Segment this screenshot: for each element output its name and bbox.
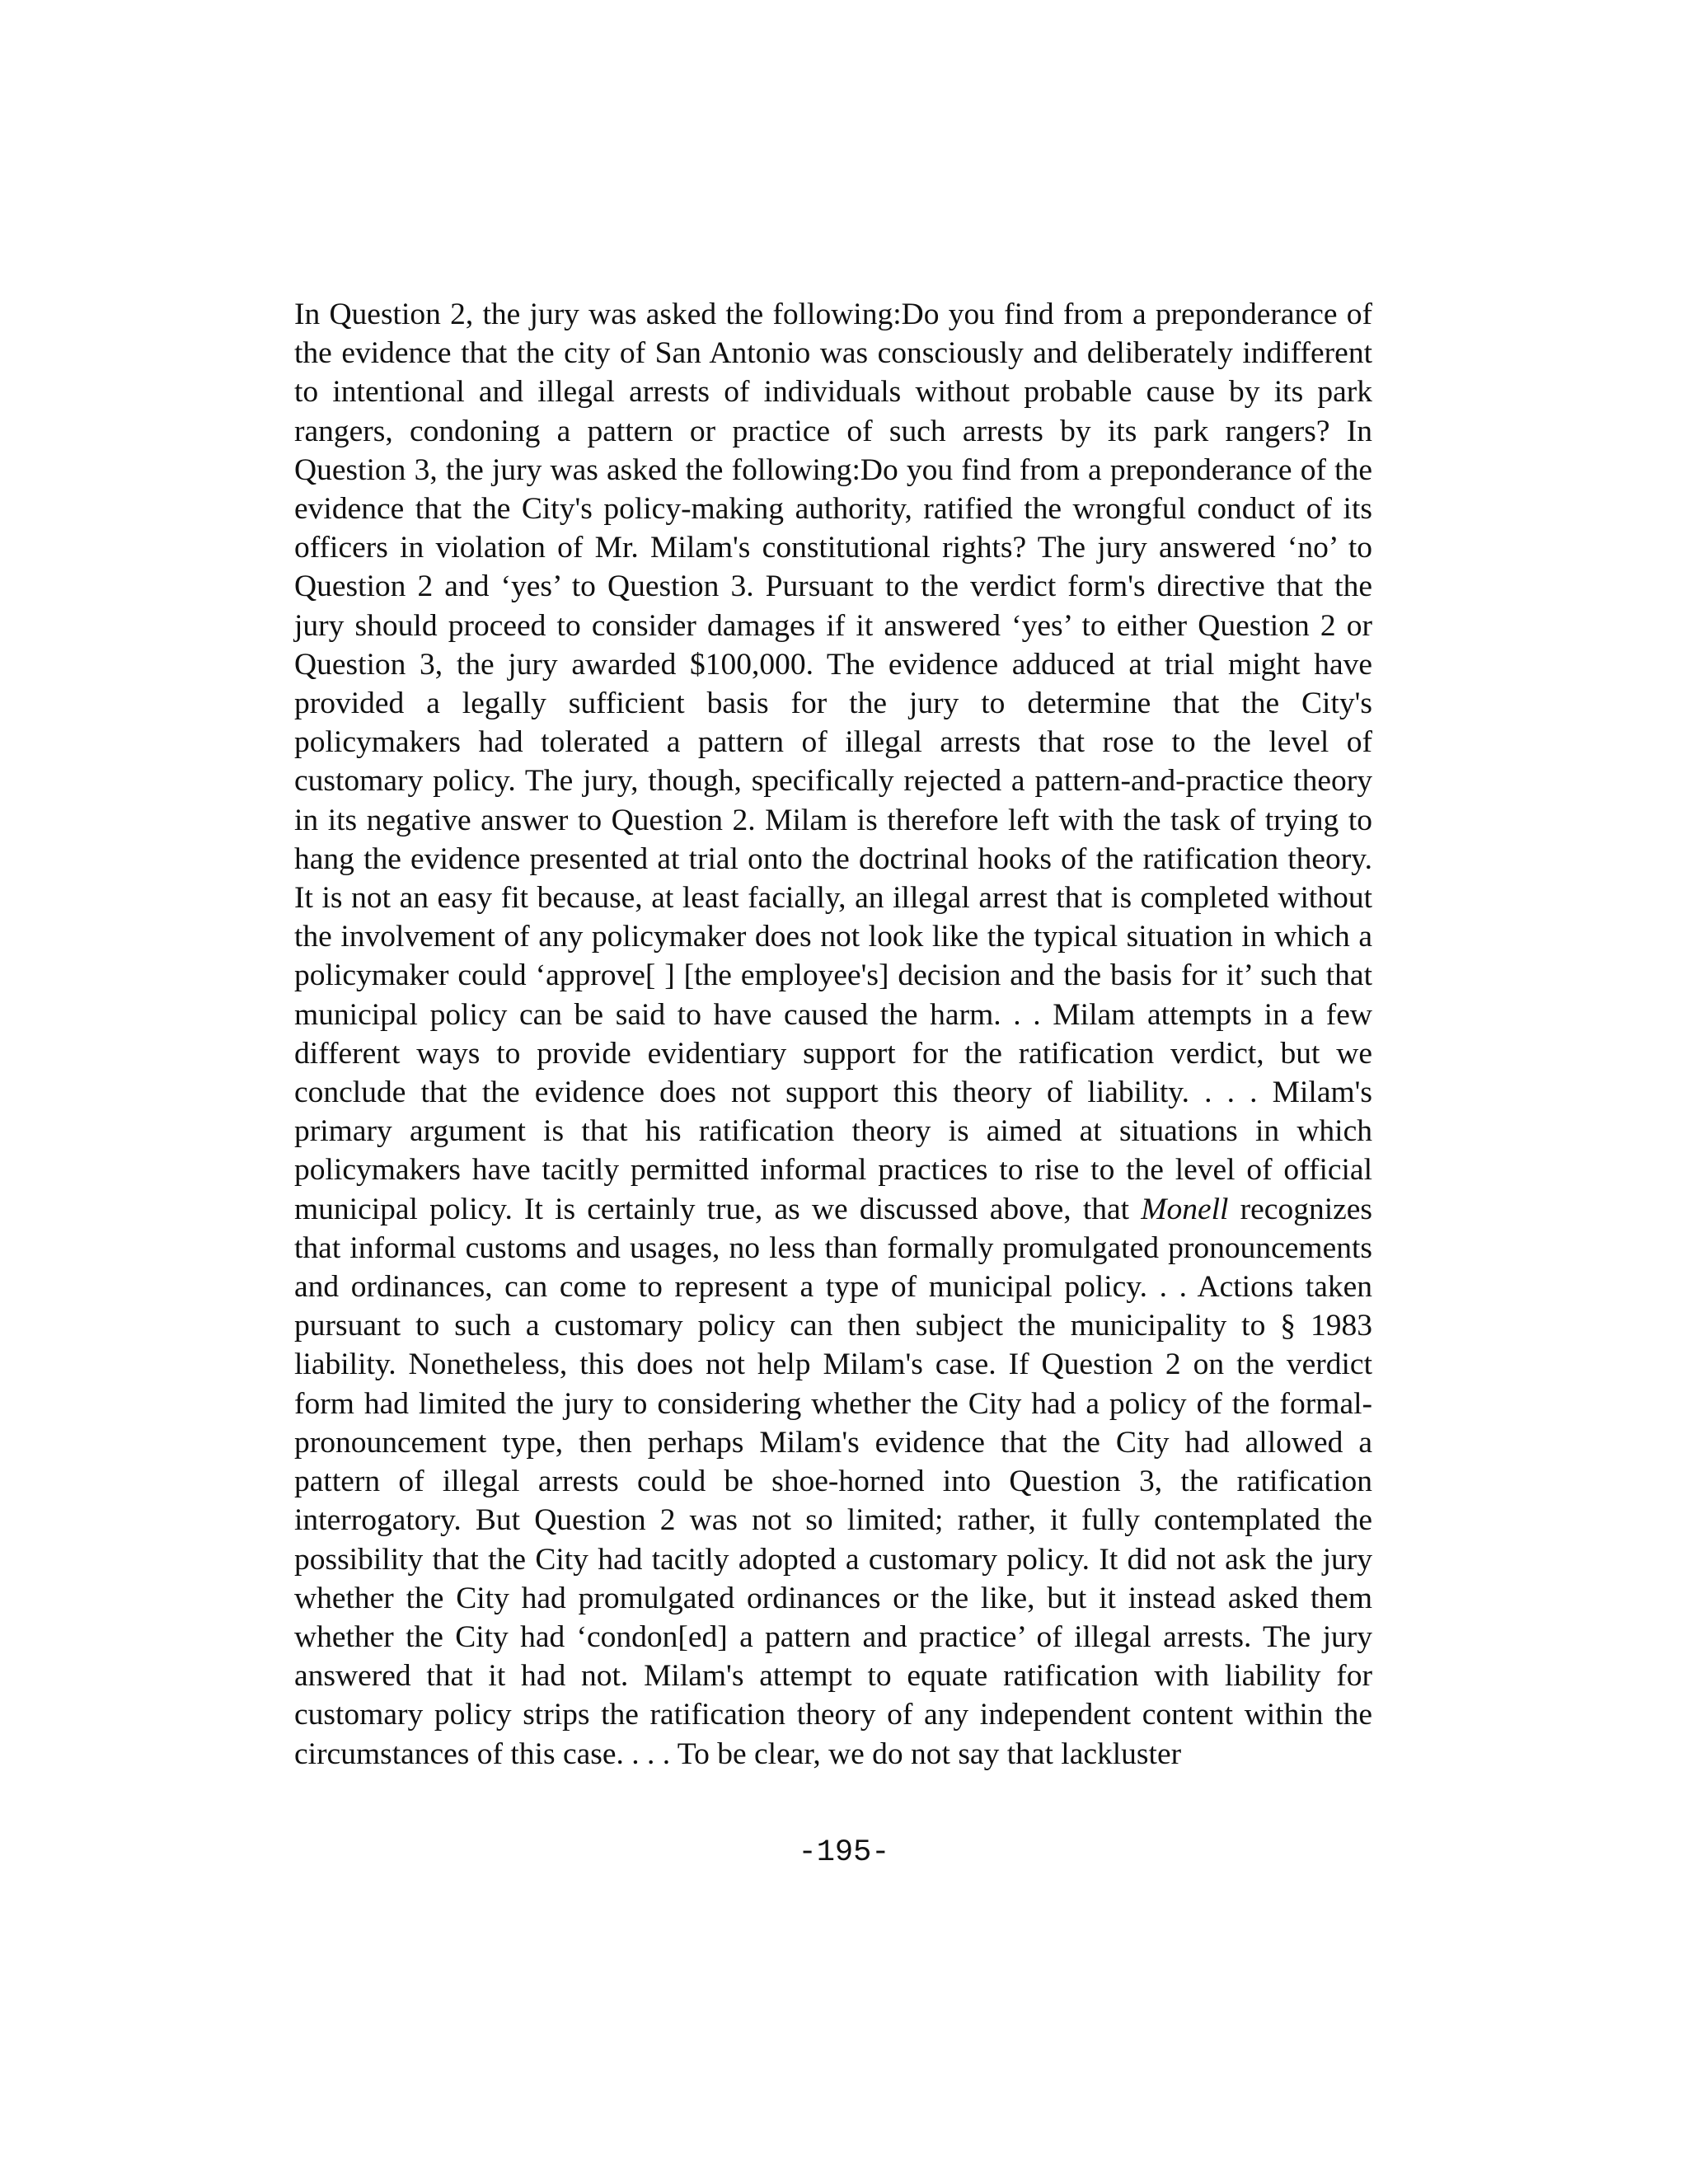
paragraph-text-part-2: recognizes that informal customs and usages, no less than formally promulgated pronouncements and ordinances, can come to represent a type of municipal policy. . . Actions taken pursuant to such a customary policy can then subject the municipality to § 1983 liability. Nonetheless, this does not help Milam's case. If Question 2 on the verdict form had limited the jury to considering whether the City had a policy of the formal-pronouncement type, then perhaps Milam's evidence that the City had allowed a pattern of illegal arrests could be shoe-horned into Question 3, the ratification interrogatory. But Question 2 was not so limited; rather, it fully contemplated the possibility that the City had tacitly adopted a customary policy. It did not ask the jury whether the City had promulgated ordinances or the like, but it instead asked them whether the City had ‘condon[ed] a pattern and practice’ of illegal arrests. The jury answered that it had not. Milam's attempt to equate ratification with liability for customary policy strips the ratification theory of any independent content within the circumstances of this case. . . . To be clear, we do not say that lackluster xyxy=(294,1192,1372,1771)
body-paragraph xyxy=(294,295,1372,1774)
page-number: -195- xyxy=(798,1835,890,1870)
case-name-italic: Monell xyxy=(1141,1192,1229,1226)
paragraph-text-part-1: In Question 2, the jury was asked the following:Do you find from a preponderance of the evidence that the city of San Antonio was consciously and deliberately indifferent to intentional and illegal arrests of individuals without probable cause by its park rangers, condoning a pattern or practice of such arrests by its park rangers? In Question 3, the jury was asked the following:Do you find from a preponderance of the evidence that the City's policy-making authority, ratified the wrongful conduct of its officers in violation of Mr. Milam's constitutional rights? The jury answered ‘no’ to Question 2 and ‘yes’ to Question 3. Pursuant to the verdict form's directive that the jury should proceed to consider damages if it answered ‘yes’ to either Question 2 or Question 3, the jury awarded $100,000. The evidence adduced at trial might have provided a legally sufficient basis for the jury to determine that the City's policymakers had tolerated a pattern of illegal arrests that rose to the level of customary policy. The jury, though, specifically rejected a pattern-and-practice theory in its negative answer to Question 2. Milam is therefore left with the task of trying to hang the evidence presented at trial onto the doctrinal hooks of the ratification theory. It is not an easy fit because, at least facially, an illegal arrest that is completed without the involvement of any policymaker does not look like the typical situation in which a policymaker could ‘approve[ ] [the employee's] decision and the basis for it’ such that municipal policy can be said to have caused the harm. . . Milam attempts in a few different ways to provide evidentiary support for the ratification verdict, but we conclude that the evidence does not support this theory of liability. . . . Milam's primary argument is that his ratification theory is aimed at situations in which policymakers have tacitly permitted informal practices to rise to the level of official municipal policy. It is certainly true, as we discussed above, that xyxy=(294,298,1372,1226)
